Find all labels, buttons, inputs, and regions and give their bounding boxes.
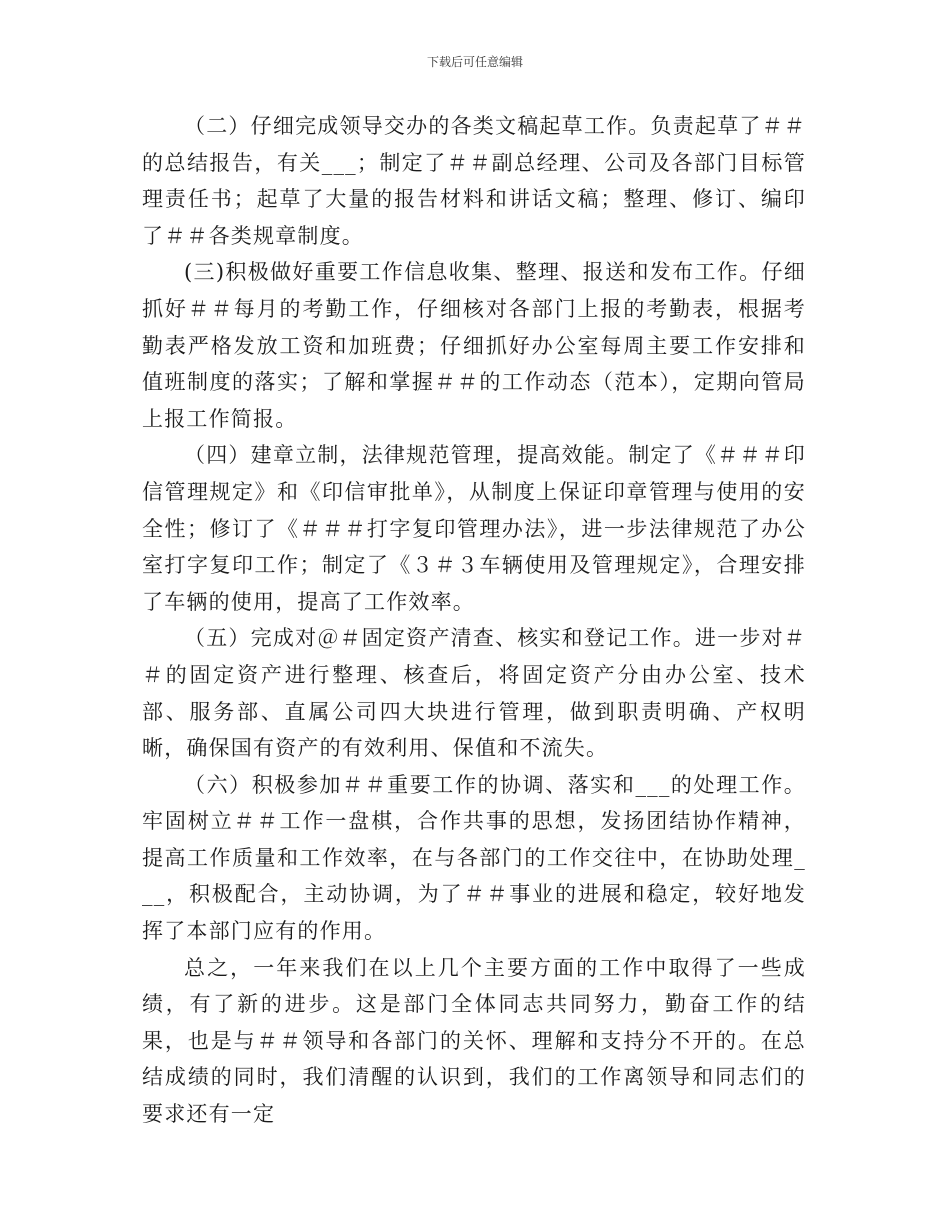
paragraph-information-work: (三)积极做好重要工作信息收集、整理、报送和发布工作。仔细抓好＃＃每月的考勤工作，仔细核对各部门上报的考勤表，根据考勤表严格发放工资和加班费；仔细抓好办公室每周主要工作安排和值班制度的落实；了解和掌握＃＃的工作动态（范本），定期向管局上报工作简报。 — [142, 260, 806, 431]
paragraph-regulations: （四）建章立制，法律规范管理，提高效能。制定了《＃＃＃印信管理规定》和《印信审批单》，从制度上保证印章管理与使用的安全性；修订了《＃＃＃打字复印管理办法》，进一步法律规范了办公室打字复印工作；制定了《３＃３车辆使用及管理规定》，合理安排了车辆的使用，提高了工作效率。 — [142, 443, 806, 614]
paragraph-fixed-assets: （五）完成对＠＃固定资产清查、核实和登记工作。进一步对＃＃的固定资产进行整理、核查后，将固定资产分由办公室、技术部、服务部、直属公司四大块进行管理，做到职责明确、产权明晰，确保国有资产的有效利用、保值和不流失。 — [142, 626, 806, 761]
paragraph-coordination: （六）积极参加＃＃重要工作的协调、落实和___的处理工作。牢固树立＃＃工作一盘棋，合作共事的思想，发扬团结协作精神，提高工作质量和工作效率，在与各部门的工作交往中，在协助处理___，积极配合，主动协调，为了＃＃事业的进展和稳定，较好地发挥了本部门应有的作用。 — [142, 772, 806, 944]
paragraph-summary: 总之，一年来我们在以上几个主要方面的工作中取得了一些成绩，有了新的进步。这是部门全体同志共同努力，勤奋工作的结果，也是与＃＃领导和各部门的关怀、理解和支持分不开的。在总结成绩的同时，我们清醒的认识到，我们的工作离领导和同志们的要求还有一定 — [142, 955, 806, 1127]
document-body — [142, 108, 806, 1133]
page-header: 下载后可任意编辑 — [426, 55, 523, 69]
paragraph-drafting-work: （二）仔细完成领导交办的各类文稿起草工作。负责起草了＃＃的总结报告，有关___；制定了＃＃副总经理、公司及各部门目标管理责任书；起草了大量的报告材料和讲话文稿；整理、修订、编印了＃＃各类规章制度。 — [142, 114, 806, 248]
